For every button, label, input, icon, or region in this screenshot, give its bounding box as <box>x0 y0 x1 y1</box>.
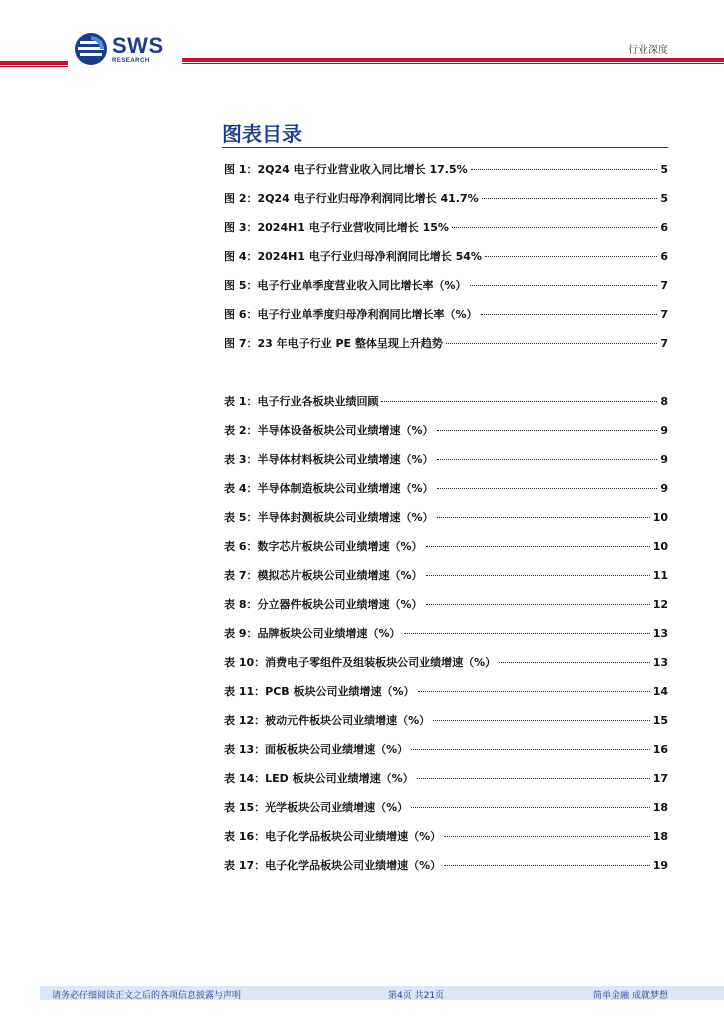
table-entry[interactable] <box>224 480 668 509</box>
dot-leader <box>444 865 650 866</box>
dot-leader <box>437 488 658 489</box>
figure-entry-label: 图 6：电子行业单季度归母净利润同比增长率（%） <box>224 308 478 321</box>
dot-leader <box>411 749 650 750</box>
table-entry[interactable] <box>224 567 668 596</box>
dot-leader <box>471 169 658 170</box>
table-entry[interactable] <box>224 683 668 712</box>
table-entry-page: 9 <box>660 453 668 466</box>
dot-leader <box>444 836 650 837</box>
table-entry-page: 13 <box>652 656 668 669</box>
figure-entry[interactable] <box>224 248 668 277</box>
table-entry-page: 15 <box>652 714 668 727</box>
table-entry-label: 表 6：数字芯片板块公司业绩增速（%） <box>224 540 423 553</box>
table-entry[interactable] <box>224 828 668 857</box>
dot-leader <box>404 633 650 634</box>
table-entry-page: 9 <box>660 482 668 495</box>
figure-entry-page: 7 <box>660 337 668 350</box>
dot-leader <box>482 198 658 199</box>
figure-list <box>224 161 668 364</box>
footer-slogan: 简单金融 成就梦想 <box>593 991 668 1001</box>
table-entry[interactable] <box>224 712 668 741</box>
dot-leader <box>437 430 658 431</box>
table-entry-page: 18 <box>652 830 668 843</box>
figure-entry-page: 7 <box>660 308 668 321</box>
dot-leader <box>426 604 650 605</box>
figure-entry-label: 图 4：2024H1 电子行业归母净利润同比增长 54% <box>224 250 482 263</box>
table-entry-label: 表 11：PCB 板块公司业绩增速（%） <box>224 685 415 698</box>
table-entry-page: 8 <box>660 395 668 408</box>
table-entry[interactable] <box>224 741 668 770</box>
table-entry-label: 表 7：模拟芯片板块公司业绩增速（%） <box>224 569 423 582</box>
table-entry[interactable] <box>224 770 668 799</box>
figure-entry[interactable] <box>224 190 668 219</box>
figure-entry-page: 6 <box>660 221 668 234</box>
toc-title-rule <box>222 147 668 148</box>
table-entry-label: 表 5：半导体封测板块公司业绩增速（%） <box>224 511 434 524</box>
toc-title: 图表目录 <box>222 122 302 146</box>
table-entry[interactable] <box>224 654 668 683</box>
dot-leader <box>411 807 650 808</box>
dot-leader <box>485 256 657 257</box>
table-entry-page: 19 <box>652 859 668 872</box>
dot-leader <box>433 720 650 721</box>
table-entry-page: 10 <box>652 540 668 553</box>
dot-leader <box>446 343 657 344</box>
figure-entry[interactable] <box>224 219 668 248</box>
figure-entry[interactable] <box>224 335 668 364</box>
dot-leader <box>381 401 657 402</box>
table-entry-label: 表 10：消费电子零组件及组装板块公司业绩增速（%） <box>224 656 497 669</box>
table-entry-label: 表 4：半导体制造板块公司业绩增速（%） <box>224 482 434 495</box>
figure-entry-page: 7 <box>660 279 668 292</box>
table-entry[interactable] <box>224 857 668 886</box>
table-entry-label: 表 16：电子化学品板块公司业绩增速（%） <box>224 830 442 843</box>
table-entry-label: 表 15：光学板块公司业绩增速（%） <box>224 801 409 814</box>
dot-leader <box>426 546 650 547</box>
table-entry-page: 17 <box>652 772 668 785</box>
table-entry-label: 表 9：品牌板块公司业绩增速（%） <box>224 627 401 640</box>
section-label: 行业深度 <box>628 45 668 56</box>
table-entry[interactable] <box>224 509 668 538</box>
logo-text: SWS <box>112 32 164 58</box>
figure-entry-page: 5 <box>660 192 668 205</box>
table-entry[interactable] <box>224 799 668 828</box>
table-list <box>224 393 668 886</box>
figure-entry-page: 6 <box>660 250 668 263</box>
table-entry[interactable] <box>224 625 668 654</box>
table-entry[interactable] <box>224 451 668 480</box>
table-entry-label: 表 1：电子行业各板块业绩回顾 <box>224 395 379 408</box>
header-rule-left-thin <box>0 66 68 67</box>
table-entry[interactable] <box>224 393 668 422</box>
figure-entry[interactable] <box>224 161 668 190</box>
table-entry-label: 表 14：LED 板块公司业绩增速（%） <box>224 772 414 785</box>
table-entry-page: 10 <box>652 511 668 524</box>
page-header <box>0 0 724 80</box>
footer-disclaimer: 请务必仔细阅读正文之后的各项信息披露与声明 <box>52 991 242 1001</box>
figure-entry[interactable] <box>224 277 668 306</box>
dot-leader <box>418 691 650 692</box>
sws-logo <box>74 32 164 66</box>
figure-entry-page: 5 <box>660 163 668 176</box>
table-entry-page: 16 <box>652 743 668 756</box>
figure-entry-label: 图 1：2Q24 电子行业营业收入同比增长 17.5% <box>224 163 468 176</box>
table-entry[interactable] <box>224 596 668 625</box>
table-entry[interactable] <box>224 422 668 451</box>
table-entry-label: 表 8：分立器件板块公司业绩增速（%） <box>224 598 423 611</box>
header-rule-right-thin <box>182 63 724 64</box>
figure-entry-label: 图 2：2Q24 电子行业归母净利润同比增长 41.7% <box>224 192 479 205</box>
table-entry-page: 18 <box>652 801 668 814</box>
toc-gap <box>224 364 668 393</box>
table-entry-label: 表 17：电子化学品板块公司业绩增速（%） <box>224 859 442 872</box>
table-entry-page: 9 <box>660 424 668 437</box>
footer-page-info: 第4页 共21页 <box>388 991 445 1001</box>
sws-logo-icon <box>74 32 108 66</box>
figure-entry-label: 图 5：电子行业单季度营业收入同比增长率（%） <box>224 279 467 292</box>
dot-leader <box>499 662 650 663</box>
dot-leader <box>437 459 658 460</box>
toc-list <box>224 161 668 886</box>
table-entry-label: 表 12：被动元件板块公司业绩增速（%） <box>224 714 431 727</box>
logo-subtext: RESEARCH <box>112 57 150 64</box>
dot-leader <box>470 285 658 286</box>
header-rule-right <box>182 58 724 62</box>
dot-leader <box>481 314 658 315</box>
dot-leader <box>417 778 650 779</box>
table-entry-page: 13 <box>652 627 668 640</box>
table-entry[interactable] <box>224 538 668 567</box>
figure-entry-label: 图 7：23 年电子行业 PE 整体呈现上升趋势 <box>224 337 443 350</box>
dot-leader <box>452 227 657 228</box>
table-entry-label: 表 2：半导体设备板块公司业绩增速（%） <box>224 424 434 437</box>
table-entry-label: 表 13：面板板块公司业绩增速（%） <box>224 743 409 756</box>
figure-entry-label: 图 3：2024H1 电子行业营收同比增长 15% <box>224 221 449 234</box>
dot-leader <box>437 517 650 518</box>
table-entry-page: 11 <box>652 569 668 582</box>
figure-entry[interactable] <box>224 306 668 335</box>
table-entry-page: 12 <box>652 598 668 611</box>
header-rule-left <box>0 61 68 65</box>
table-entry-page: 14 <box>652 685 668 698</box>
table-entry-label: 表 3：半导体材料板块公司业绩增速（%） <box>224 453 434 466</box>
dot-leader <box>426 575 650 576</box>
